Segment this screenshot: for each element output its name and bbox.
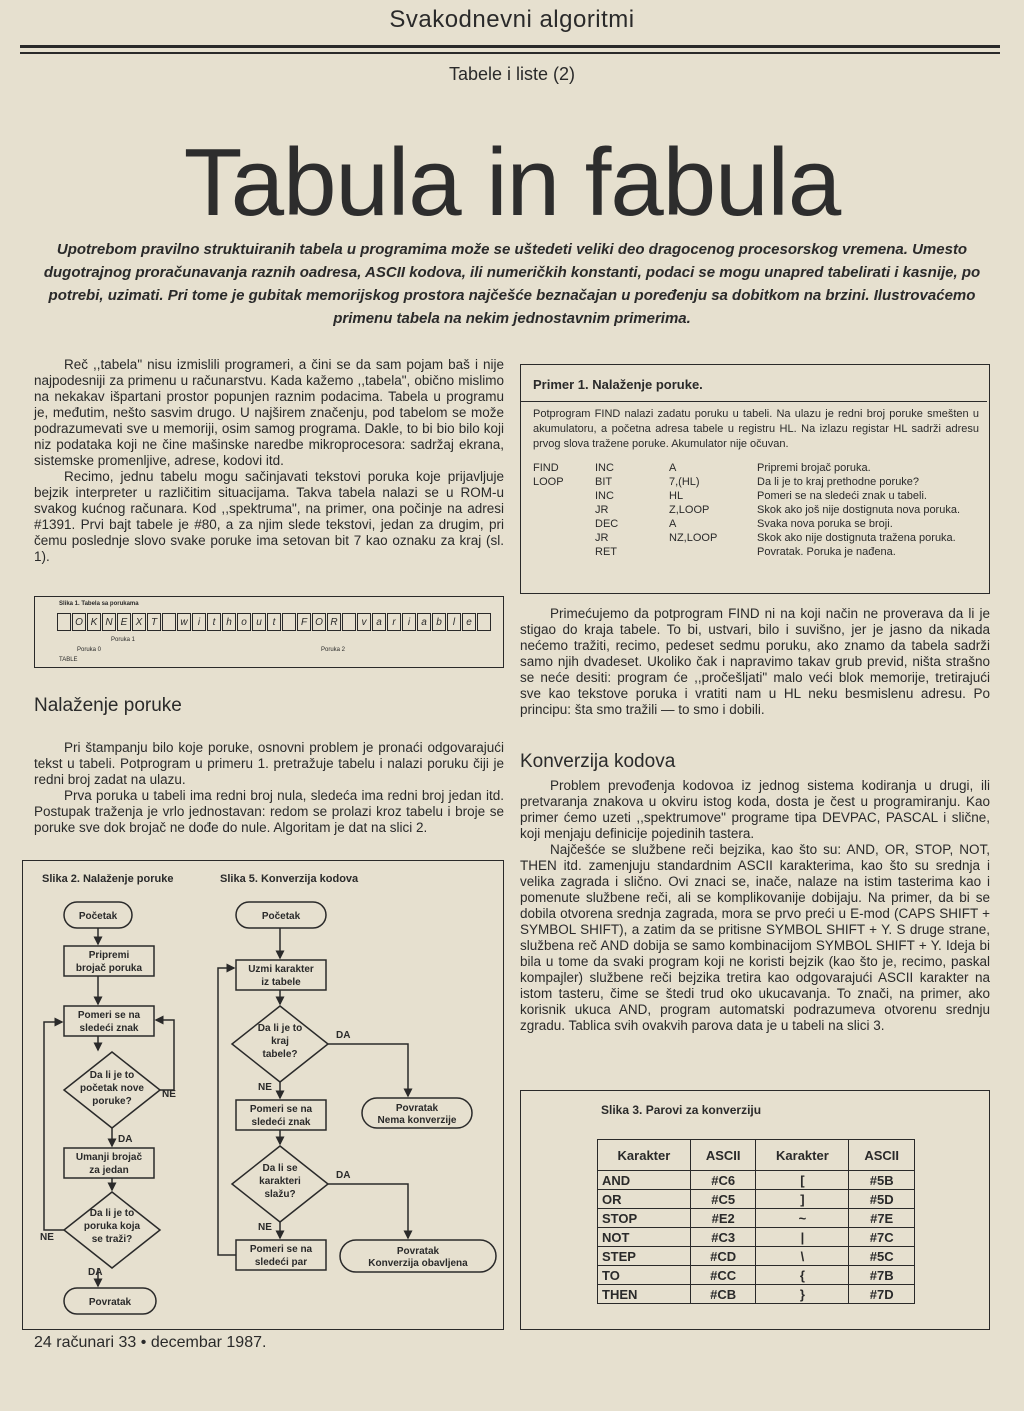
section-title: Svakodnevni algoritmi xyxy=(389,6,635,33)
example-1-divider xyxy=(521,401,987,402)
table-cell: | xyxy=(756,1228,849,1247)
column-header: Karakter xyxy=(756,1140,849,1171)
table-cell: OR xyxy=(598,1190,691,1209)
table-cell: a xyxy=(372,613,386,631)
fig2-dec2-line2: poruka koja xyxy=(83,1221,141,1232)
table-cell: STEP xyxy=(598,1247,691,1266)
article-subtitle: Tabele i liste (2) xyxy=(448,64,576,84)
fig5-end2-line1: Povratak xyxy=(396,1246,440,1257)
example-1-description: Potprogram FIND nalazi zadatu poruku u tabeli. Na ulazu je redni broj poruke smešten u akumulatoru, a početna adresa tabele u registru HL. Na izlazu registar HL sadrži adresu prvog slova tražene poruke. Akumulator nije očuvan. xyxy=(533,408,979,450)
example-1-title: Primer 1. Nalaženje poruke. xyxy=(533,377,703,392)
code-op: JR xyxy=(595,504,609,516)
code-comment: Povratak. Poruka je nađena. xyxy=(757,546,896,558)
figure-3-caption: Slika 3. Parovi za konverziju xyxy=(601,1103,762,1117)
fig5-end1-line1: Povratak xyxy=(395,1103,439,1114)
figure-1-caption: Slika 1. Tabela sa porukama xyxy=(59,601,139,607)
table-cell: r xyxy=(387,613,401,631)
fig5-no-label: NE xyxy=(258,1082,272,1093)
fig5-dec1-line1: Da li je to xyxy=(257,1023,303,1034)
header-rule-bottom xyxy=(20,52,1000,54)
table-cell: e xyxy=(462,613,476,631)
code-comment: Skok ako nije dostignuta tražena poruka. xyxy=(757,532,956,544)
table-cell: { xyxy=(756,1266,849,1285)
section-1-text xyxy=(34,740,504,836)
code-label xyxy=(533,545,595,559)
table-cell: o xyxy=(237,613,251,631)
code-arg: HL xyxy=(669,490,684,502)
fig2-step1-line1: Pripremi xyxy=(88,950,130,961)
table-cell: F xyxy=(297,613,311,631)
table-cell: #CB xyxy=(690,1285,756,1304)
figure-1 xyxy=(34,596,504,668)
table-cell: t xyxy=(207,613,221,631)
issue-date: decembar 1987. xyxy=(150,1334,267,1351)
table-cell: w xyxy=(177,613,191,631)
table-cell xyxy=(57,613,71,631)
table-cell: #C3 xyxy=(690,1228,756,1247)
footer-bullet: • xyxy=(140,1334,147,1351)
table-cell: #CD xyxy=(690,1247,756,1266)
section-heading-conversion: Konverzija kodova xyxy=(520,751,676,772)
table-cell: THEN xyxy=(598,1285,691,1304)
table-cell: #7D xyxy=(849,1285,915,1304)
table-cell xyxy=(342,613,356,631)
fig2-dec2-line1: Da li je to xyxy=(89,1208,135,1219)
fig2-end-label: Povratak xyxy=(88,1297,132,1308)
section-heading-finding: Nalaženje poruke xyxy=(34,695,182,716)
table-cell: v xyxy=(357,613,371,631)
label-message-1: Poruka 1 xyxy=(111,637,136,643)
fig2-step3-line2: za jedan xyxy=(89,1165,129,1176)
right-paragraph: Primećujemo da potprogram FIND ni na koji način ne proverava da li je stigao do kraja tabele. To bi, ustvari, bilo i suvišno, jer je jasno da nikada nećemo tražiti, recimo, pedeset sedmu poruku, ako znamo da tabela sadrži samo njih dvadeset. Ukoliko čak i napravimo takav grub previd, ništa strašno se neće desiti: program će ,,pročešljati" malo veći blok memorije, tretirajući sve kao tekstove poruka i vratiti nam u HL neku besmislenu adresu. Po principu: šta smo tražili — to smo i dobili. xyxy=(520,606,990,717)
fig5-step3-line1: Pomeri se na xyxy=(249,1244,313,1255)
fig2-step1-line2: brojač poruka xyxy=(75,963,143,974)
code-comment: Skok ako još nije dostignuta nova poruka. xyxy=(757,504,961,516)
fig2-dec1-line1: Da li je to xyxy=(89,1070,135,1081)
fig5-no-label-2: NE xyxy=(258,1222,272,1233)
table-row xyxy=(598,1228,915,1247)
fig5-end2-line2: Konverzija obavljena xyxy=(368,1258,468,1269)
code-comment: Da li je to kraj prethodne poruke? xyxy=(757,476,920,488)
table-cell: h xyxy=(222,613,236,631)
table-cell: #C5 xyxy=(690,1190,756,1209)
message-table-strip xyxy=(57,613,492,631)
code-arg: NZ,LOOP xyxy=(669,532,718,544)
table-cell: K xyxy=(87,613,101,631)
code-line xyxy=(533,503,979,517)
code-line xyxy=(533,517,979,531)
fig5-dec1-line2: kraj xyxy=(271,1036,289,1047)
code-arg: A xyxy=(669,462,677,474)
table-cell: t xyxy=(267,613,281,631)
table-cell xyxy=(162,613,176,631)
conversion-table xyxy=(597,1139,915,1304)
fig5-dec1-line3: tabele? xyxy=(262,1049,298,1060)
column-header: Karakter xyxy=(598,1140,691,1171)
table-row xyxy=(598,1171,915,1190)
label-table: TABLE xyxy=(59,657,78,663)
figure-5-caption: Slika 5. Konverzija kodova xyxy=(220,873,359,885)
fig2-dec1-line2: početak nove xyxy=(80,1083,144,1094)
table-cell: T xyxy=(147,613,161,631)
code-label: FIND xyxy=(533,462,559,474)
header-rule-top xyxy=(20,45,1000,48)
intro-paragraph: Recimo, jednu tabelu mogu sačinjavati tekstovi poruka koje prijavljuje bejzik interpreter u različitim situacijama. Takva tabela nalazi se u ROM-u svakog kućnog računara. Kod ,,spektruma", na primer, ona počinje na adresi #1391. Prvi bajt tabele je #80, a za njim slede tekstovi, jedan za drugim, pri čemu poslednje slovo svake poruke ima setovan bit 7 kao oznaku za kraj (sl. 1). xyxy=(34,469,504,564)
fig5-step2-line1: Pomeri se na xyxy=(249,1104,313,1115)
table-cell: N xyxy=(102,613,116,631)
section-2-text xyxy=(520,778,990,1034)
table-cell: \ xyxy=(756,1247,849,1266)
fig5-step3-line2: sledeći par xyxy=(254,1257,308,1268)
table-cell: #C6 xyxy=(690,1171,756,1190)
flowcharts-svg xyxy=(22,860,504,1330)
table-cell: #7B xyxy=(849,1266,915,1285)
table-cell: #5D xyxy=(849,1190,915,1209)
table-cell: AND xyxy=(598,1171,691,1190)
table-cell: } xyxy=(756,1285,849,1304)
column-header: ASCII xyxy=(849,1140,915,1171)
code-op: RET xyxy=(595,546,617,558)
table-row xyxy=(598,1209,915,1228)
table-cell: i xyxy=(402,613,416,631)
table-row xyxy=(598,1285,915,1304)
example-1-box xyxy=(520,364,990,594)
code-line xyxy=(533,461,979,475)
fig2-step3-line1: Umanji brojač xyxy=(75,1152,143,1163)
table-cell: ~ xyxy=(756,1209,849,1228)
conversion-table-header xyxy=(598,1140,915,1171)
fig2-start-label: Početak xyxy=(78,911,118,922)
code-comment: Pomeri se na sledeći znak u tabeli. xyxy=(757,490,927,502)
code-op: INC xyxy=(595,462,614,474)
footer xyxy=(34,1334,266,1352)
section-2-paragraph: Najčešće se službene reči bejzika, kao što su: AND, OR, STOP, NOT, THEN itd. zamenjuju standardnim ASCII karakterima, kao što su srednja i velika zagrada i slično. Ovi znaci se, inače, nalaze na istim tasterima kao i pomenute službene reči, ali se komplikovanije dobijaju. Na primer, da bi se dobila otvorena srednja zagrada, mora se prvo preći u E-mod (CAPS SHIFT + SYMBOL SHIFT), a zatim da se pritisne SYMBOL SHIFT + Y. S druge strane, službena reč AND dobija se samo kombinacijom SYMBOL SHIFT + Y. Ideja bi bila u tome da svaki program koji ne koristi bejzik (kao što je, recimo, paskal kompajler) službene reči bejzika tretira kao odgovarajući ASCII karakter na istom tasteru, čime se štedi trud oko ukucavanja. To znači, na primer, ako korisnik ukuca AND, program automatski podrazumeva otvorenu srednju zgradu. Tablica svih ovakvih parova data je u tabeli na slici 3. xyxy=(520,842,990,1033)
figure-2-caption: Slika 2. Nalaženje poruke xyxy=(42,873,174,885)
fig2-no-label: NE xyxy=(162,1089,176,1100)
table-cell: O xyxy=(72,613,86,631)
code-line xyxy=(533,545,979,559)
table-cell: E xyxy=(117,613,131,631)
table-cell: ] xyxy=(756,1190,849,1209)
code-op: JR xyxy=(595,532,609,544)
fig5-step1-line2: iz tabele xyxy=(261,977,301,988)
table-cell: X xyxy=(132,613,146,631)
right-text xyxy=(520,606,990,718)
fig2-yes-label: DA xyxy=(118,1134,133,1145)
table-row xyxy=(598,1247,915,1266)
section-2-paragraph: Problem prevođenja kodovoa iz jednog sistema kodiranja u drugi, ili pretvaranja znakova u okviru istog koda, dosta je čest u programiranju. Kao primer ćemo uzeti ,,spektrumove" programe tipa DEVPAC, PASCAL i slične, koji menjaju definicije pojedinih tastera. xyxy=(520,778,990,841)
fig5-yes-label: DA xyxy=(336,1030,351,1041)
code-arg: 7,(HL) xyxy=(669,476,700,488)
code-label xyxy=(533,517,595,531)
table-cell: [ xyxy=(756,1171,849,1190)
fig5-end1-line2: Nema konverzije xyxy=(377,1115,457,1126)
table-cell: O xyxy=(312,613,326,631)
table-cell: #CC xyxy=(690,1266,756,1285)
code-comment: Pripremi brojač poruka. xyxy=(757,462,871,474)
fig2-yes-label-2: DA xyxy=(88,1267,103,1278)
example-1-code xyxy=(533,461,979,559)
table-cell xyxy=(477,613,491,631)
lead-paragraph: Upotrebom pravilno struktuiranih tabela u programima može se uštedeti veliki deo dragocenog procesorskog vremena. Umesto dugotrajnog proračunavanja raznih oadresa, ASCII kodova, ili numeričkih konstanti, podaci se mogu unapred tabelirati i kasnije, po potrebi, uzimati. Pri tome je gubitak memorijskog prostora najčešće beznačajan u poređenju sa dobitkom na brzini. Ilustrovaćemo primenu tabela na nekim jednostavnim primerima. xyxy=(43,241,981,327)
column-header: ASCII xyxy=(690,1140,756,1171)
code-arg xyxy=(669,545,757,559)
table-cell: a xyxy=(417,613,431,631)
table-cell: l xyxy=(447,613,461,631)
code-label: LOOP xyxy=(533,476,564,488)
code-op: INC xyxy=(595,490,614,502)
code-op: BIT xyxy=(595,476,613,488)
code-label xyxy=(533,489,595,503)
fig5-dec2-line2: karakteri xyxy=(259,1176,301,1187)
fig5-start-label: Početak xyxy=(261,911,301,922)
fig5-dec2-line3: slažu? xyxy=(264,1189,296,1200)
code-op: DEC xyxy=(595,518,619,530)
table-row xyxy=(598,1190,915,1209)
table-cell: b xyxy=(432,613,446,631)
code-line xyxy=(533,475,979,489)
table-cell: NOT xyxy=(598,1228,691,1247)
table-cell: #5B xyxy=(849,1171,915,1190)
intro-text xyxy=(34,357,504,565)
table-cell xyxy=(282,613,296,631)
label-message-2: Poruka 2 xyxy=(321,647,346,653)
label-message-0: Poruka 0 xyxy=(77,647,102,653)
code-line xyxy=(533,531,979,545)
code-arg: A xyxy=(669,518,677,530)
fig2-step2-line1: Pomeri se na xyxy=(77,1010,141,1021)
magazine-name: računari 33 xyxy=(56,1334,137,1351)
fig5-dec2-line1: Da li se xyxy=(262,1163,298,1174)
table-cell: i xyxy=(192,613,206,631)
section-1-paragraph: Prva poruka u tabeli ima redni broj nula, sledeća ima redni broj jedan itd. Postupak traženja je vrlo jednostavan: redom se prolazi kroz tabelu i broje se poruke sve dok brojač ne dođe do nule. Algoritam je dat na slici 2. xyxy=(34,788,504,835)
figure-3-box xyxy=(520,1090,990,1330)
fig5-step2-line2: sledeći znak xyxy=(251,1117,311,1128)
fig5-step1-line1: Uzmi karakter xyxy=(248,964,314,975)
fig5-yes-label-2: DA xyxy=(336,1170,351,1181)
table-cell: #5C xyxy=(849,1247,915,1266)
table-cell: R xyxy=(327,613,341,631)
table-cell: STOP xyxy=(598,1209,691,1228)
table-cell: #E2 xyxy=(690,1209,756,1228)
table-cell: TO xyxy=(598,1266,691,1285)
code-label xyxy=(533,503,595,517)
article-title: Tabula in fabula xyxy=(183,129,841,236)
table-row xyxy=(598,1266,915,1285)
fig2-dec2-line3: se traži? xyxy=(91,1234,133,1245)
table-cell: #7C xyxy=(849,1228,915,1247)
intro-paragraph: Reč ,,tabela" nisu izmislili programeri, a čini se da sam pojam baš i nije najpodesniji za primenu u računarstvu. Kada kažemo ,,tabela", obično mislimo na nekakav išpartani prostor popunjen raznim podacima. Tabela u programu je, međutim, nešto sasvim drugo. U najširem značenju, pod tabelom se može podrazumevati sve u memoriji, osim samog programa. Dakle, to bi bio bilo koji niz podataka koji ne čine mašinske naredbe mikroprocesora: sadržaj ekrana, sistemske promenljive, adrese, kodovi itd. xyxy=(34,357,504,468)
page-number: 24 xyxy=(34,1334,52,1351)
code-arg: Z,LOOP xyxy=(669,504,710,516)
table-cell: u xyxy=(252,613,266,631)
code-line xyxy=(533,489,979,503)
code-label xyxy=(533,531,595,545)
code-comment: Svaka nova poruka se broji. xyxy=(757,518,893,530)
section-1-paragraph: Pri štampanju bilo koje poruke, osnovni problem je pronaći odgovarajući tekst u tabeli. Potprogram u primeru 1. pretražuje tabelu i nalazi poruku čiji je redni broj zadat na ulazu. xyxy=(34,740,504,787)
fig2-no-label-2: NE xyxy=(40,1232,54,1243)
table-cell: #7E xyxy=(849,1209,915,1228)
fig2-dec1-line3: poruke? xyxy=(92,1096,132,1107)
fig2-step2-line2: sledeći znak xyxy=(79,1023,139,1034)
